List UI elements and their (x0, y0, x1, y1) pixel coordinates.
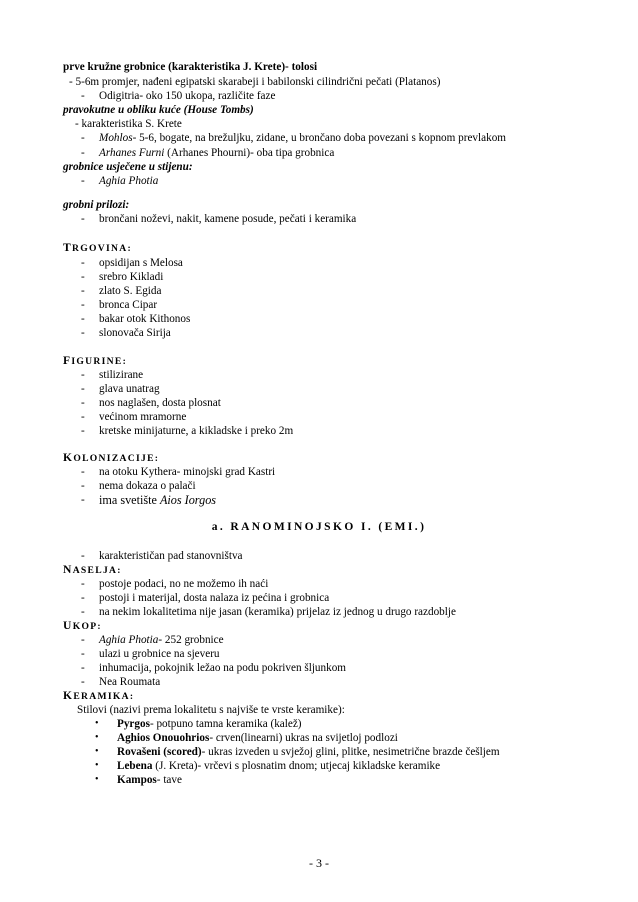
trade-item: zlato S. Egida (99, 285, 162, 297)
burial-heading: UKOP: (63, 619, 102, 632)
site-name: Aghia Photia (99, 634, 159, 646)
site-description: (Arhanes Phourni)- oba tipa grobnica (164, 147, 335, 159)
sanctuary-name: Aios Iorgos (159, 493, 217, 507)
dash-marker: - (81, 369, 85, 381)
dash-marker: - (81, 494, 85, 506)
burial-item: Nea Roumata (99, 676, 161, 688)
round-tombs-item: Odigitria- oko 150 ukopa, različite faze (99, 90, 276, 102)
site-name: Mohlos (99, 132, 133, 144)
dash-marker: - (81, 299, 85, 311)
site-name: Arhanes Furni (99, 147, 165, 159)
ceramics-intro: Stilovi (nazivi prema lokalitetu s najviše te vrste keramike): (77, 704, 345, 716)
ceramic-style: Lebena (J. Kreta)- vrčevi s plosnatim dnom; utjecaj kikladske keramike (117, 760, 441, 772)
dash-marker: - (81, 313, 85, 325)
burial-item: inhumacija, pokojnik ležao na podu pokriven šljunkom (99, 662, 347, 674)
dash-marker: - (81, 606, 85, 618)
figurines-item: većinom mramorne (99, 411, 187, 423)
house-tombs-item (99, 131, 506, 145)
figurines-heading: FIGURINE: (63, 354, 128, 367)
dash-marker: - (81, 411, 85, 423)
dash-marker: - (81, 383, 85, 395)
dash-marker: - (81, 676, 85, 688)
dash-marker: - (81, 285, 85, 297)
dash-marker: - (81, 425, 85, 437)
round-tombs-heading: prve kružne grobnice (karakteristika J. Krete)- tolosi (63, 61, 318, 73)
dash-marker: - (81, 648, 85, 660)
rock-tombs-item: Aghia Photia (99, 175, 159, 187)
house-tombs-item (99, 146, 334, 160)
ceramic-style: Rovašeni (scored)- ukras izveden u svježoj glini, plitke, nesimetrične brazde češljem (117, 746, 500, 758)
trade-item: bronca Cipar (99, 299, 158, 311)
grave-goods-heading: grobni prilozi: (63, 199, 130, 211)
dash-marker: - (81, 327, 85, 339)
round-tombs-item: - 5-6m promjer, nađeni egipatski skarabeji i babilonski cilindrični pečati (Platanos) (69, 76, 441, 88)
trade-item: slonovača Sirija (99, 327, 171, 339)
trade-item: bakar otok Kithonos (99, 313, 191, 325)
trade-item: srebro Kikladi (99, 271, 164, 283)
colonization-heading: KOLONIZACIJE: (63, 451, 160, 464)
burial-item: Aghia Photia- 252 grobnice (99, 634, 224, 646)
settlement-heading: NASELJA: (63, 563, 122, 576)
grave-goods-item: brončani noževi, nakit, kamene posude, pečati i keramika (99, 213, 357, 225)
colonization-item: nema dokaza o palači (99, 480, 196, 492)
colonization-item: na otoku Kythera- minojski grad Kastri (99, 466, 276, 478)
bullet-marker: • (95, 732, 99, 743)
ceramic-style: Aghios Onouohrios- crven(linearni) ukras na svijetloj podlozi (117, 732, 398, 744)
dash-marker: - (81, 662, 85, 674)
ceramic-style: Pyrgos- potpuno tamna keramika (kalež) (117, 718, 302, 730)
house-tombs-item: - karakteristika S. Krete (75, 118, 182, 130)
bullet-marker: • (95, 746, 99, 757)
dash-marker: - (81, 578, 85, 590)
settlement-item: na nekim lokalitetima nije jasan (keramika) prijelaz iz jednog u drugo razdoblje (99, 606, 456, 618)
house-tombs-heading: pravokutne u obliku kuće (House Tombs) (63, 104, 254, 116)
dash-marker: - (81, 132, 85, 144)
dash-marker: - (81, 175, 85, 187)
figurines-item: glava unatrag (99, 383, 160, 395)
dash-marker: - (81, 147, 85, 159)
intro-item: karakterističan pad stanovništva (99, 550, 243, 562)
bullet-marker: • (95, 760, 99, 771)
settlement-item: postoje podaci, no ne možemo ih naći (99, 578, 269, 590)
bullet-marker: • (95, 718, 99, 729)
dash-marker: - (81, 90, 85, 102)
dash-marker: - (81, 480, 85, 492)
dash-marker: - (81, 271, 85, 283)
ceramic-style: Kampos- tave (117, 774, 182, 786)
page-number: - 3 - (309, 856, 329, 870)
dash-marker: - (81, 397, 85, 409)
dash-marker: - (81, 634, 85, 646)
figurines-item: kretske minijaturne, a kikladske i preko 2m (99, 425, 294, 437)
site-description: - 5-6, bogate, na brežuljku, zidane, u brončano doba povezani s kopnom prevlakom (132, 132, 506, 144)
dash-marker: - (81, 592, 85, 604)
dash-marker: - (81, 257, 85, 269)
trade-heading: TRGOVINA: (63, 241, 133, 254)
ceramics-heading: KERAMIKA: (63, 689, 135, 702)
bullet-marker: • (95, 774, 99, 785)
section-title: a. RANOMINOJSKO I. (EMI.) (211, 521, 427, 533)
dash-marker: - (81, 213, 85, 225)
figurines-item: nos naglašen, dosta plosnat (99, 397, 221, 409)
settlement-item: postoji i materijal, dosta nalaza iz pećina i grobnica (99, 592, 330, 604)
colonization-item: ima svetište Aios Iorgos (99, 493, 217, 507)
burial-item: ulazi u grobnice na sjeveru (99, 648, 220, 660)
trade-item: opsidijan s Melosa (99, 257, 183, 269)
rock-tombs-heading: grobnice usječene u stijenu: (63, 161, 193, 173)
figurines-item: stilizirane (99, 369, 144, 381)
dash-marker: - (81, 550, 85, 562)
dash-marker: - (81, 466, 85, 478)
